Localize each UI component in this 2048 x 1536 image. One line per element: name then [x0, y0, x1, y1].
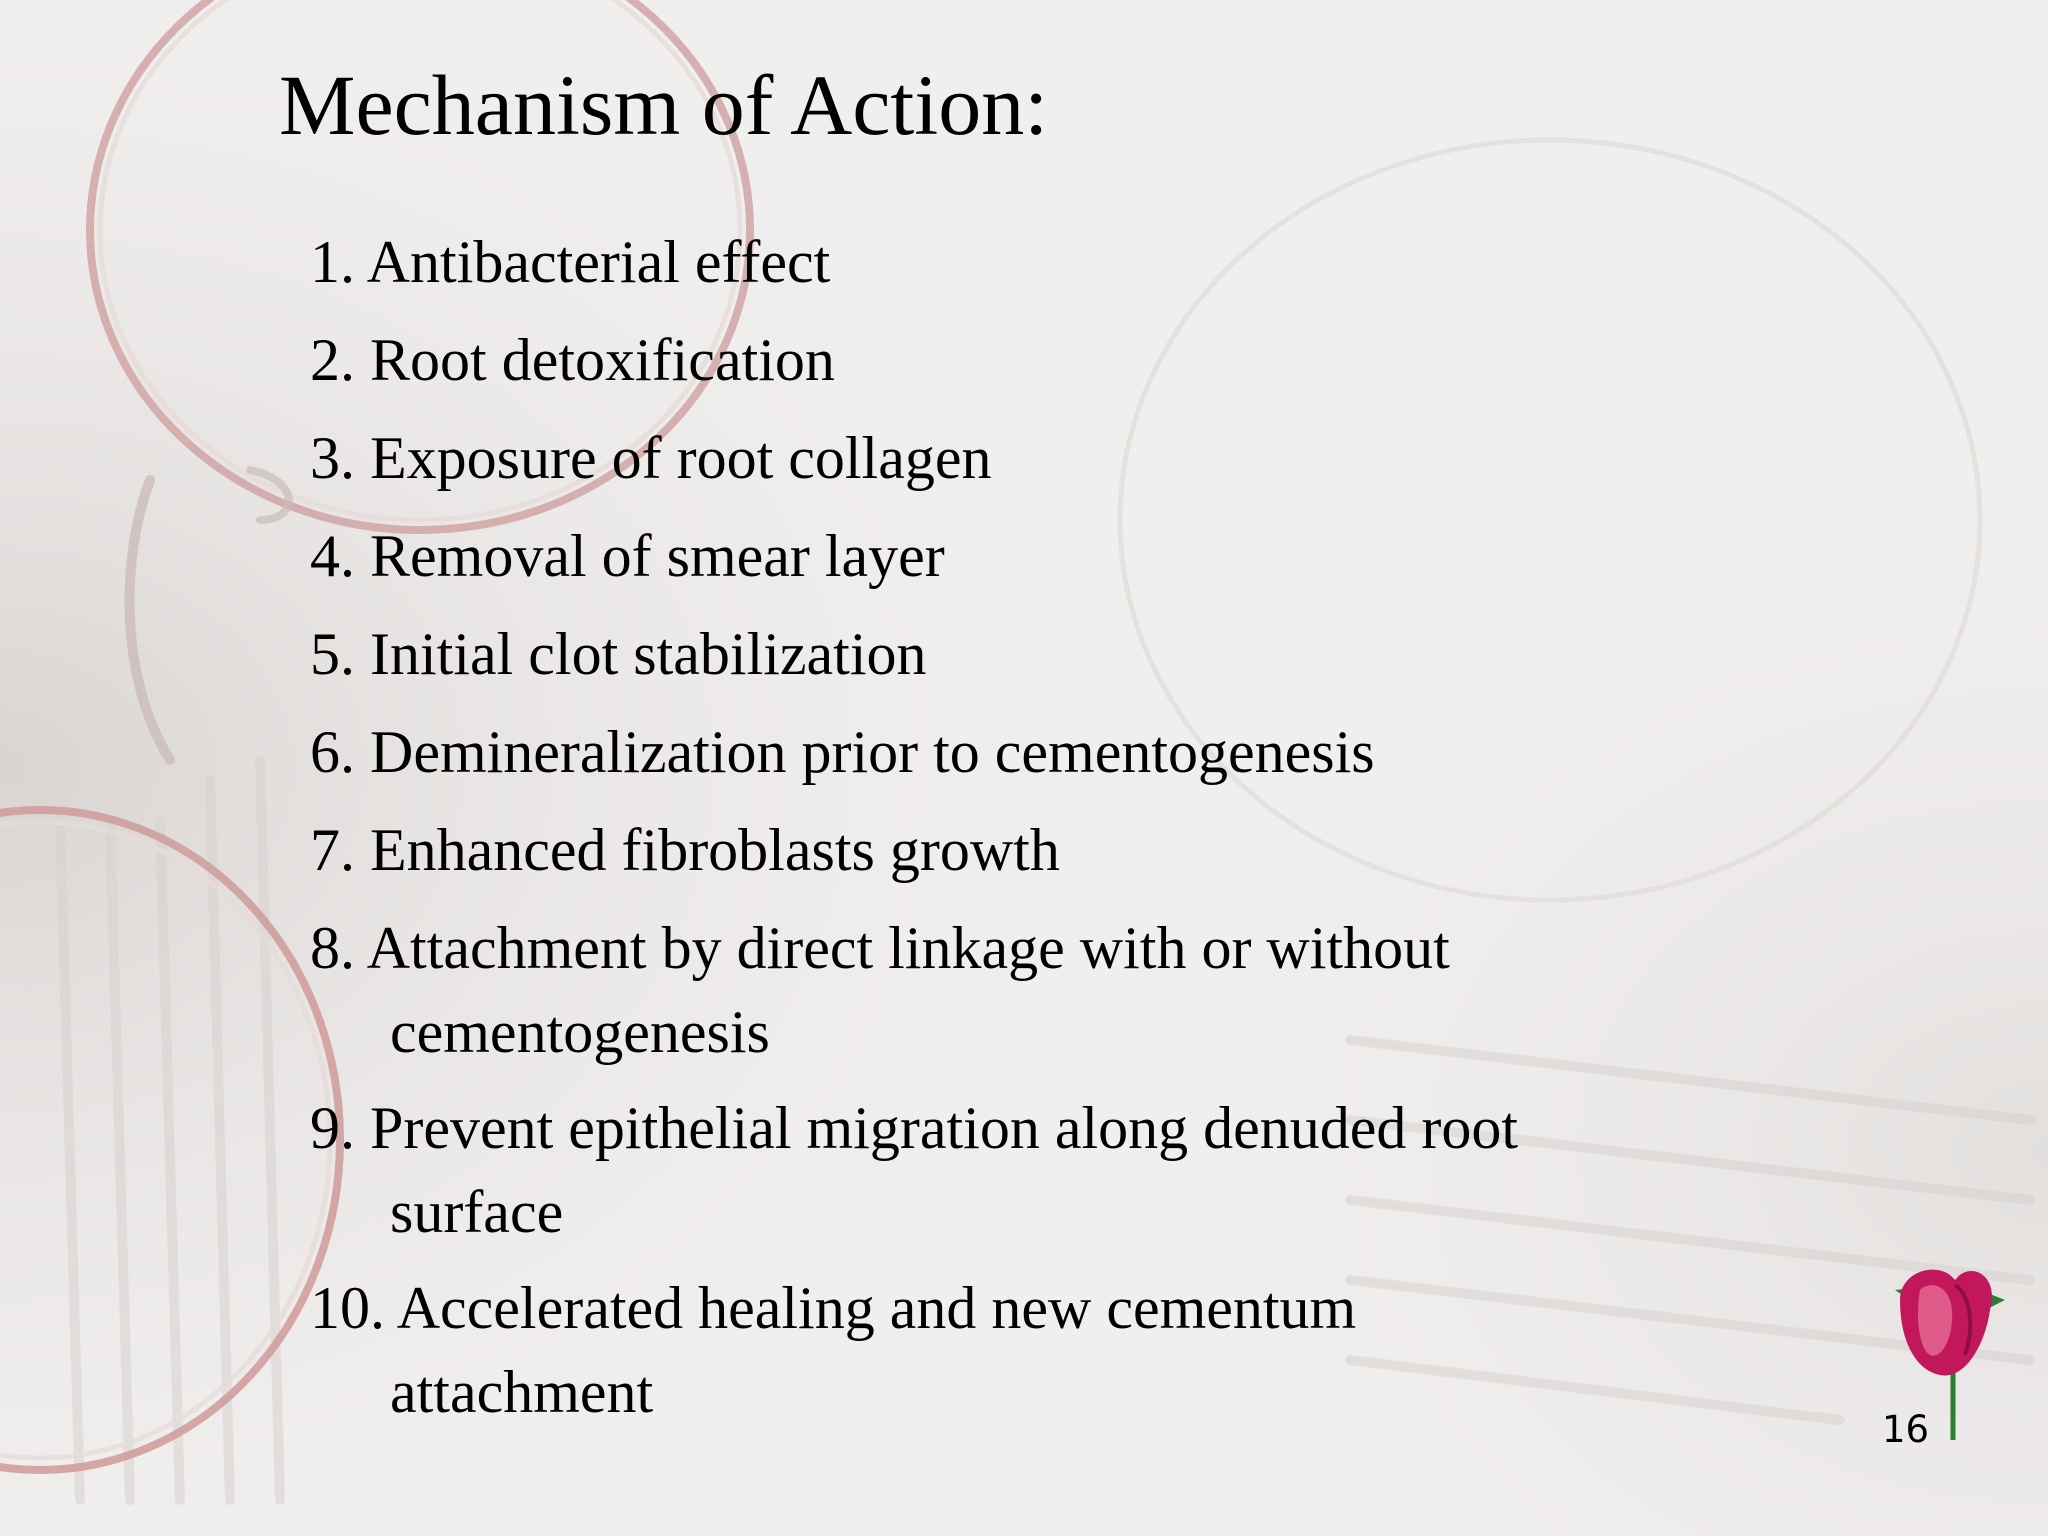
list-item-text: 9. Prevent epithelial migration along denuded root	[310, 1095, 1519, 1161]
list-item-continuation: surface	[390, 1179, 564, 1245]
list-item	[310, 1086, 1518, 1254]
list-item	[310, 808, 1060, 892]
list-item-text: 2. Root detoxification	[310, 327, 835, 393]
page-number: 16	[1882, 1408, 1930, 1451]
list-item	[310, 906, 1450, 1074]
list-item-text: 4. Removal of smear layer	[310, 523, 945, 589]
list-item-text: 1. Antibacterial effect	[310, 229, 831, 295]
list-item-continuation: attachment	[390, 1359, 654, 1425]
list-item-text: 5. Initial clot stabilization	[310, 621, 927, 687]
list-item-text: 7. Enhanced fibroblasts growth	[310, 817, 1060, 883]
list-item-text: 6. Demineralization prior to cementogenesis	[310, 719, 1375, 785]
list-item	[310, 612, 927, 696]
list-item	[310, 416, 991, 500]
list-item-continuation: cementogenesis	[390, 999, 770, 1065]
list-item	[310, 1266, 1356, 1434]
list-item	[310, 514, 945, 598]
list-item-text: 10. Accelerated healing and new cementum	[310, 1275, 1357, 1341]
slide-title: Mechanism of Action:	[279, 57, 1049, 153]
list-item	[310, 220, 830, 304]
list-item	[310, 710, 1375, 794]
list-item-text: 3. Exposure of root collagen	[310, 425, 992, 491]
list-item-text: 8. Attachment by direct linkage with or without	[310, 915, 1450, 981]
list-item	[310, 318, 835, 402]
